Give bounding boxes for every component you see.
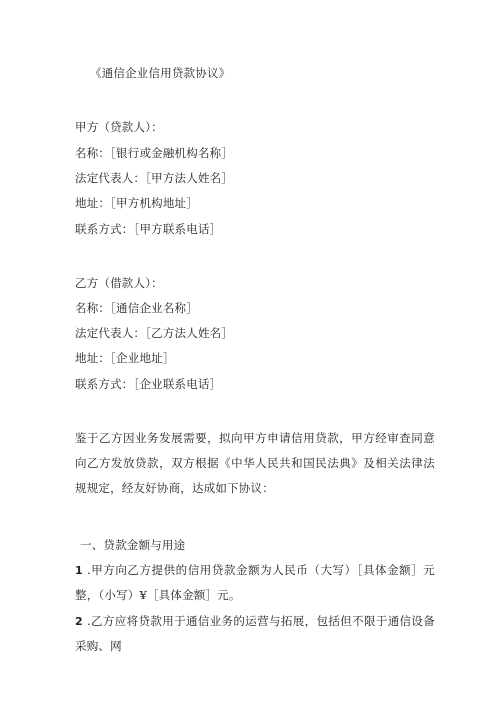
clause-1 (75, 558, 435, 608)
clause-1-text: .甲方向乙方提供的信用贷款金额为人民币（大写）［具体金额］元整，（小写）¥［具体金额］元。 (75, 563, 435, 602)
party-b-representative: 法定代表人：［乙方法人姓名］ (75, 326, 234, 340)
preamble-paragraph: 鉴于乙方因业务发展需要，拟向甲方申请信用贷款，甲方经审查同意向乙方发放贷款，双方根据《中华人民共和国民法典》及相关法律法规规定，经友好协商，达成如下协议： (75, 431, 435, 495)
clause-2 (75, 609, 435, 659)
clause-2-number: 2 (75, 615, 83, 628)
party-a-heading: 甲方（贷款人）： (75, 120, 163, 134)
clause-2-text: .乙方应将贷款用于通信业务的运营与拓展，包括但不限于通信设备采购、网 (75, 614, 435, 653)
party-a-representative: 法定代表人：［甲方法人姓名］ (75, 171, 234, 185)
party-b-address: 地址：［企业地址］ (75, 351, 175, 365)
document-title: 《通信企业信用贷款协议》 (90, 66, 231, 80)
party-a-name: 名称：［银行或金融机构名称］ (75, 146, 234, 160)
party-b-heading: 乙方（借款人）： (75, 276, 163, 290)
party-a-contact: 联系方式：［甲方联系电话］ (75, 222, 222, 236)
party-a-address: 地址：［甲方机构地址］ (75, 196, 198, 210)
party-b-name: 名称：［通信企业名称］ (75, 301, 198, 315)
party-b-contact: 联系方式：［企业联系电话］ (75, 377, 222, 391)
section-heading: 一、贷款金额与用途 (80, 538, 186, 552)
clause-1-number: 1 (75, 564, 83, 577)
